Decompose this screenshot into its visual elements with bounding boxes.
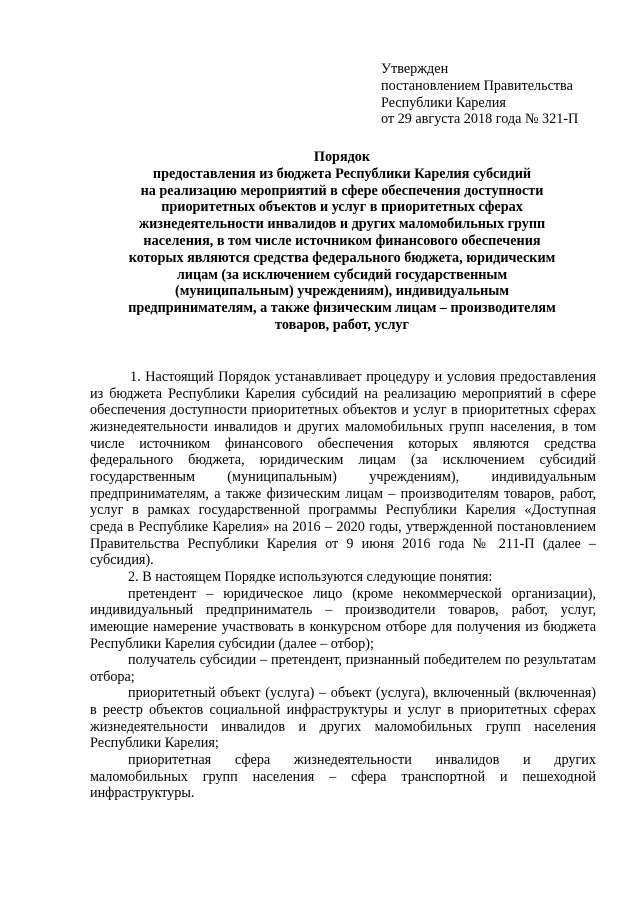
document-title — [92, 149, 592, 334]
definition-recipient: получатель субсидии – претендент, признанный победителем по результатам отбора; — [90, 652, 596, 685]
approval-line: постановлением Правительства — [381, 77, 573, 94]
title-line: населения, в том числе источником финансового обеспечения — [143, 232, 541, 249]
title-line: Порядок — [313, 149, 371, 165]
title-line: (муниципальным) учреждениям), индивидуальным — [175, 283, 509, 300]
title-line: товаров, работ, услуг — [275, 316, 409, 333]
title-line: которых являются средства федерального бюджета, юридическим — [128, 249, 556, 266]
approval-stamp — [381, 61, 626, 128]
title-line: лицам (за исключением субсидий государственным — [176, 266, 508, 283]
definition-priority-sphere: приоритетная сфера жизнедеятельности инвалидов и других маломобильных групп населения – сфера транспортной и пешеходной инфраструктуры. — [90, 752, 596, 802]
paragraph-item-2: 2. В настоящем Порядке используются следующие понятия: — [128, 568, 493, 585]
approval-line: Утвержден — [381, 61, 449, 77]
title-line: предоставления из бюджета Республики Карелия субсидий — [152, 165, 532, 182]
paragraph-item-1: 1. Настоящий Порядок устанавливает процедуру и условия предоставления из бюджета Республики Карелия субсидий на реализацию мероприятий в сфере обеспечения доступности приоритетных объектов и услуг в приоритетных сферах жизнедеятельности инвалидов и других маломобильных групп населения, в том числе источником финансового обеспечения которых являются средства федерального бюджета, юридическим лицам (за исключением субсидий государственным (муниципальным) учреждениям), индивидуальным предпринимателям, а также физическим лицам – производителям товаров, работ, услуг в рамках государственной программы Республики Карелия «Доступная среда в Республике Карелия» на 2016 – 2020 годы, утвержденной постановлением Правительства Республики Карелия от 9 июня 2016 года № 211-П (далее – субсидия). — [90, 369, 596, 569]
definition-priority-object: приоритетный объект (услуга) – объект (услуга), включенный (включенная) в реестр объектов социальной инфраструктуры и услуг в приоритетных сферах жизнедеятельности инвалидов и других маломобильных групп населения Республики Карелия; — [90, 685, 596, 752]
title-line: приоритетных объектов и услуг в приоритетных сферах — [161, 199, 523, 216]
approval-line: Республики Карелия — [381, 94, 506, 111]
title-line: предпринимателям, а также физическим лицам – производителям — [128, 300, 556, 317]
approval-line: от 29 августа 2018 года № 321-П — [381, 111, 579, 128]
title-line: жизнедеятельности инвалидов и других маломобильных групп — [138, 216, 546, 233]
definition-applicant: претендент – юридическое лицо (кроме некоммерческой организации), индивидуальный предприниматель – производители товаров, работ, услуг, имеющие намерение участвовать в конкурсном отборе для получения из бюджета Республики Карелия субсидии (далее – отбор); — [90, 585, 596, 652]
title-line: на реализацию мероприятий в сфере обеспечения доступности — [140, 182, 544, 199]
document-body — [90, 369, 596, 802]
